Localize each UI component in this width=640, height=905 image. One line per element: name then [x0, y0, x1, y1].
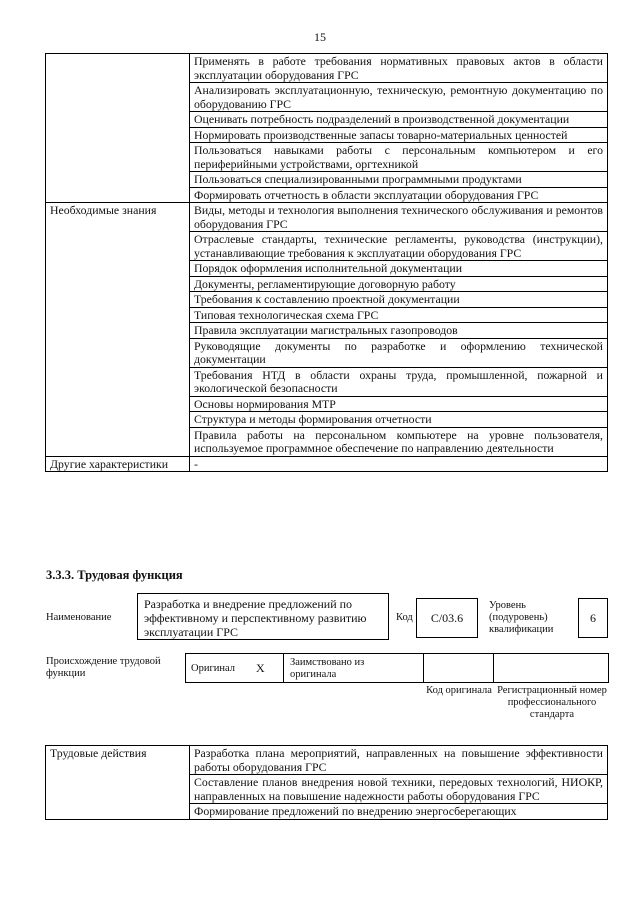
skill-cell: Пользоваться навыками работы с персональным компьютером и его периферийными устройствами, оргтехникой [190, 143, 608, 172]
code-value: С/03.6 [430, 611, 464, 625]
function-name-box [137, 593, 389, 640]
knowledge-cell: Отраслевые стандарты, технические регламенты, руководства (инструкции), устанавливающие требования к эксплуатации оборудования ГРС [190, 232, 608, 261]
section-title: 3.3.3. Трудовая функция [46, 568, 183, 582]
grid-divider [283, 654, 284, 682]
grid-divider [493, 654, 494, 682]
origin-label: Происхождение трудовой функции [46, 656, 161, 679]
table-row [46, 746, 608, 775]
borrowed-label: Заимствовано из оригинала [290, 657, 365, 680]
skill-cell: Нормировать производственные запасы товарно-материальных ценностей [190, 127, 608, 143]
table-row [46, 203, 608, 232]
knowledge-cell: Основы нормирования МТР [190, 396, 608, 412]
skill-cell: Пользоваться специализированными программными продуктами [190, 172, 608, 188]
skill-cell: Применять в работе требования нормативных правовых актов в области эксплуатации оборудования ГРС [190, 54, 608, 83]
knowledge-cell: Типовая технологическая схема ГРС [190, 307, 608, 323]
action-cell: Формирование предложений по внедрению энергосберегающих [190, 804, 608, 820]
action-cell: Составление планов внедрения новой техники, передовых технологий, НИОКР, направленных на повышение надежности работы оборудования ГРС [190, 775, 608, 804]
knowledge-cell: Требования НТД в области охраны труда, промышленной, пожарной и экологической безопасности [190, 367, 608, 396]
labor-actions-table [45, 745, 608, 820]
other-label: Другие характеристики [46, 456, 190, 472]
knowledge-cell: Документы, регламентирующие договорную работу [190, 276, 608, 292]
action-cell: Разработка плана мероприятий, направленных на повышение эффективности работы оборудования ГРС [190, 746, 608, 775]
skill-cell: Формировать отчетность в области эксплуатации оборудования ГРС [190, 187, 608, 203]
knowledge-cell: Виды, методы и технология выполнения технического обслуживания и ремонтов оборудования ГРС [190, 203, 608, 232]
original-mark: X [256, 661, 265, 675]
knowledge-cell: Руководящие документы по разработке и оформлению технической документации [190, 338, 608, 367]
level-label: Уровень (подуровень) квалификации [489, 600, 554, 635]
grid-divider [423, 654, 424, 682]
other-value: - [190, 456, 608, 472]
actions-label: Трудовые действия [46, 746, 190, 820]
knowledge-label: Необходимые знания [46, 203, 190, 457]
level-value: 6 [590, 611, 596, 625]
knowledge-cell: Правила эксплуатации магистральных газопроводов [190, 323, 608, 339]
code-box [416, 598, 478, 638]
reg-number-caption: Регистрационный номер профессионального стандарта [497, 685, 607, 720]
knowledge-cell: Требования к составлению проектной документации [190, 292, 608, 308]
skill-cell: Анализировать эксплуатационную, техническую, ремонтную документацию по оборудованию ГРС [190, 83, 608, 112]
name-label: Наименование [46, 612, 112, 623]
original-label: Оригинал [191, 663, 235, 674]
requirements-table [45, 53, 608, 472]
skill-cell: Оценивать потребность подразделений в производственной документации [190, 112, 608, 128]
knowledge-cell: Структура и методы формирования отчетности [190, 412, 608, 428]
origin-code-caption: Код оригинала [426, 685, 492, 696]
function-name: Разработка и внедрение предложений по эффективному и перспективному развитию эксплуатации ГРС [144, 597, 367, 639]
table-row [46, 456, 608, 472]
knowledge-cell: Правила работы на персональном компьютере на уровне пользователя, используемое программное обеспечение по направлению деятельности [190, 427, 608, 456]
skills-label-cell [46, 54, 190, 203]
table-row [46, 54, 608, 83]
knowledge-cell: Порядок оформления исполнительной документации [190, 261, 608, 277]
code-label: Код [396, 612, 413, 623]
page-number: 15 [314, 30, 326, 44]
level-box [578, 598, 608, 638]
